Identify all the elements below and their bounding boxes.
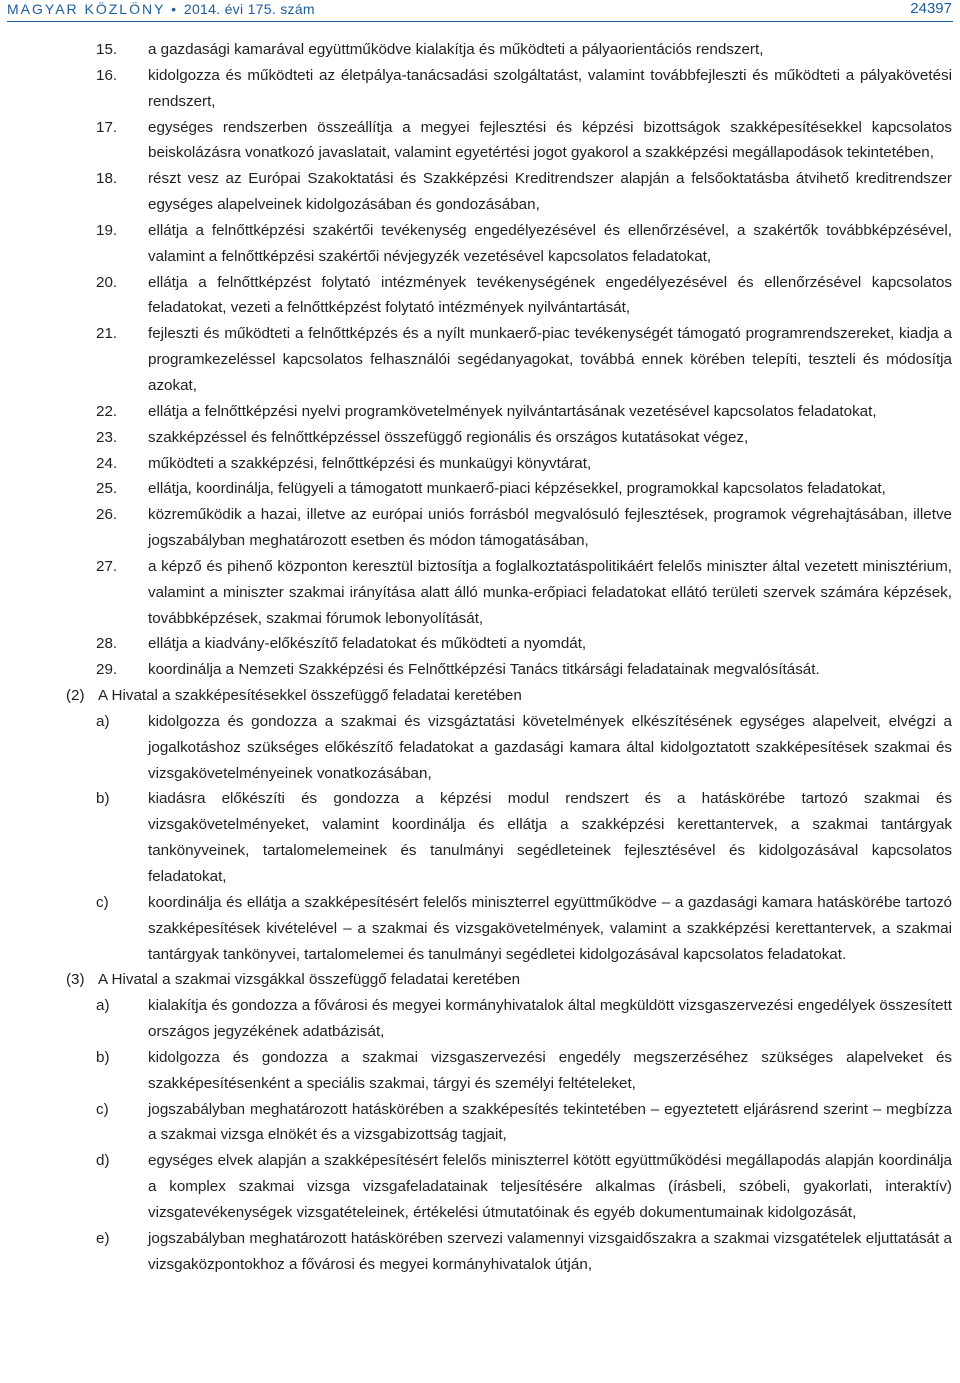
journal-title: MAGYAR KÖZLÖNY [7, 1, 166, 17]
list-item [0, 1226, 960, 1278]
list-item [0, 1148, 960, 1226]
section-number: (2) [66, 687, 85, 705]
item-text: kidolgozza és gondozza a szakmai és vizsgáztatási követelmények elkészítésének egységes alapelveit, elvégzi a jogalkotáshoz szükséges előkészítő feladatokat a gazdasági kamara által kidolgoztatott szakképesítések szakmai és vizsgakövetelményeinek vonatkozásában, [148, 712, 952, 782]
list-item [0, 115, 960, 167]
section-heading [0, 967, 960, 993]
item-number: 16. [96, 66, 118, 84]
page-number: 24397 [910, 0, 952, 17]
item-text: egységes rendszerben összeállítja a megyei fejlesztési és képzési bizottságok szakképesítésekkel kapcsolatos beiskolázásra vonatkozó javaslatait, valamint egyetértési jogot gyakorol a szakképzési megállapodások tekintetében, [148, 118, 952, 162]
list-item [0, 63, 960, 115]
lettered-list [0, 993, 960, 1277]
issue-number: 2014. évi 175. szám [183, 1, 315, 17]
header-divider [7, 21, 953, 22]
section-title: A Hivatal a szakképesítésekkel összefüggő feladatai keretében [98, 687, 522, 705]
list-item [0, 399, 960, 425]
item-text: egységes elvek alapján a szakképesítésért felelős miniszterrel kötött együttműködési megállapodás alapján koordinálja a komplex szakmai vizsga vizsgafeladatainak teljesítésére alkalmas (írásbeli, szóbeli, gyakorlati, interaktív) vizsgatevékenységek vizsgatételeinek, értékelési útmutatóinak és egyéb dokumentumainak kidolgozását, [148, 1152, 952, 1221]
section-title: A Hivatal a szakmai vizsgákkal összefüggő feladatai keretében [98, 971, 521, 989]
item-letter: e) [96, 1229, 110, 1247]
item-number: 21. [96, 325, 118, 343]
header-separator: • [171, 1, 178, 17]
list-item [0, 166, 960, 218]
document-body [0, 37, 960, 1278]
list-item [0, 554, 960, 632]
item-text: jogszabályban meghatározott hatáskörében szervezi valamennyi vizsgaidőszakra a szakmai vizsgatételek eljuttatását a vizsgaközpontokhoz a fővárosi és megyei kormányhivatalok útján, [148, 1229, 952, 1273]
list-item [0, 786, 960, 889]
list-item [0, 218, 960, 270]
item-text: jogszabályban meghatározott hatáskörében a szakképesítés tekintetében – egyeztetett eljárásrend szerint – megbízza a szakmai vizsga elnökét és a vizsgabizottság tagjait, [148, 1100, 952, 1144]
item-text: működteti a szakképzési, felnőttképzési és munkaügyi könyvtárat, [148, 454, 592, 472]
item-number: 20. [96, 273, 118, 291]
item-text: kialakítja és gondozza a fővárosi és megyei kormányhivatalok által megküldött vizsgaszervezési engedélyek összesített országos jegyzékének adatbázisát, [148, 997, 952, 1041]
item-text: részt vesz az Európai Szakoktatási és Szakképzési Kreditrendszer alapján a felsőoktatásba átvihető kreditrendszer egységes alapelveinek kidolgozásában és gondozásában, [148, 170, 952, 214]
list-item [0, 993, 960, 1045]
item-text: ellátja, koordinálja, felügyeli a támogatott munkaerő-piaci képzésekkel, programokkal kapcsolatos feladatokat, [148, 480, 886, 498]
item-letter: d) [96, 1152, 110, 1170]
item-text: koordinálja a Nemzeti Szakképzési és Felnőttképzési Tanács titkársági feladatainak megvalósítását. [148, 661, 820, 679]
section-heading [0, 683, 960, 709]
page-header [0, 0, 960, 22]
list-item [0, 321, 960, 399]
section-number: (3) [66, 971, 85, 989]
item-text: közreműködik a hazai, illetve az európai uniós forrásból megvalósuló fejlesztések, programok végrehajtásában, illetve jogszabályban meghatározott esetben és módon támogatásában, [148, 506, 952, 550]
list-item [0, 425, 960, 451]
item-letter: c) [96, 1100, 109, 1118]
numbered-list [0, 37, 960, 683]
list-item [0, 476, 960, 502]
item-letter: b) [96, 790, 110, 808]
list-item [0, 890, 960, 968]
item-text: kidolgozza és működteti az életpálya-tanácsadási szolgáltatást, valamint továbbfejleszti és működteti a pályakövetési rendszert, [148, 66, 952, 110]
item-letter: a) [96, 712, 110, 730]
item-number: 23. [96, 428, 118, 446]
item-number: 25. [96, 480, 118, 498]
item-letter: b) [96, 1048, 110, 1066]
item-text: ellátja a kiadvány-előkészítő feladatokat és működteti a nyomdát, [148, 635, 587, 653]
item-letter: c) [96, 893, 109, 911]
list-item [0, 37, 960, 63]
item-text: ellátja a felnőttképzési szakértői tevékenység engedélyezésével és ellenőrzésével, a szakértők továbbképzésével, valamint a felnőttképzési szakértői névjegyzék vezetésével kapcsolatos feladatokat, [148, 221, 952, 265]
item-number: 15. [96, 41, 118, 58]
item-text: a képző és pihenő központon keresztül biztosítja a foglalkoztatáspolitikáért felelős miniszter által vezetett minisztérium, valamint a miniszter szakmai irányítása alatt álló munka-erőpiaci feladatokat ellátó területi szervek számára képzések, továbbképzések, szakmai fórumok lebonyolítását, [148, 557, 952, 627]
item-number: 22. [96, 402, 118, 420]
list-item [0, 502, 960, 554]
item-text: szakképzéssel és felnőttképzéssel összefüggő regionális és országos kutatásokat végez, [148, 428, 749, 446]
item-number: 29. [96, 661, 118, 679]
item-text: a gazdasági kamarával együttműködve kialakítja és működteti a pályaorientációs rendszert, [148, 41, 764, 58]
item-number: 26. [96, 506, 118, 524]
item-number: 17. [96, 118, 118, 136]
item-letter: a) [96, 997, 110, 1015]
item-number: 28. [96, 635, 118, 653]
item-text: fejleszti és működteti a felnőttképzés és a nyílt munkaerő-piac tevékenységét támogató programrendszereket, kiadja a programkezeléssel kapcsolatos felhasználói segédanyagokat, továbbá ennek körében telepíti, teszteli és módosítja azokat, [148, 325, 952, 394]
item-text: ellátja a felnőttképzési nyelvi programkövetelmények nyilvántartásának vezetésével kapcsolatos feladatokat, [148, 402, 877, 420]
item-number: 18. [96, 170, 118, 188]
list-item [0, 709, 960, 787]
item-number: 24. [96, 454, 118, 472]
item-text: koordinálja és ellátja a szakképesítésért felelős miniszterrel együttműködve – a gazdasági kamara hatáskörébe tartozó szakképesítések kivételével – a szakmai és vizsgakövetelmények, valamint a szakképzési kerettantervek, a szakmai tantárgyak tankönyvei, tartalomelemei és tanulmányi segédletei kidolgozásával kapcsolatos feladatokat. [148, 893, 952, 963]
item-number: 19. [96, 221, 118, 239]
lettered-list [0, 709, 960, 967]
list-item [0, 1045, 960, 1097]
item-text: ellátja a felnőttképzést folytató intézmények tevékenységének engedélyezésével és ellenőrzésével kapcsolatos feladatokat, vezeti a felnőttképzést folytató intézmények nyilvántartását, [148, 273, 952, 317]
list-item [0, 451, 960, 477]
item-text: kidolgozza és gondozza a szakmai vizsgaszervezési engedély megszerzéséhez szükséges alapelveket és szakképesítésenként a speciális szakmai, tárgyi és személyi feltételeket, [148, 1048, 952, 1092]
list-item [0, 657, 960, 683]
item-number: 27. [96, 557, 118, 575]
list-item [0, 1097, 960, 1149]
journal-header [7, 0, 315, 18]
list-item [0, 270, 960, 322]
item-text: kiadásra előkészíti és gondozza a képzési modul rendszert és a hatáskörébe tartozó szakmai és vizsgakövetelményeket, valamint koordinálja és ellátja a szakképzési kerettantervek, a szakmai tantárgyak tankönyveinek, tartalomelemeinek és tanulmányi segédleteinek fejlesztésével és kidolgozásával kapcsolatos feladatokat, [148, 790, 952, 885]
list-item [0, 631, 960, 657]
